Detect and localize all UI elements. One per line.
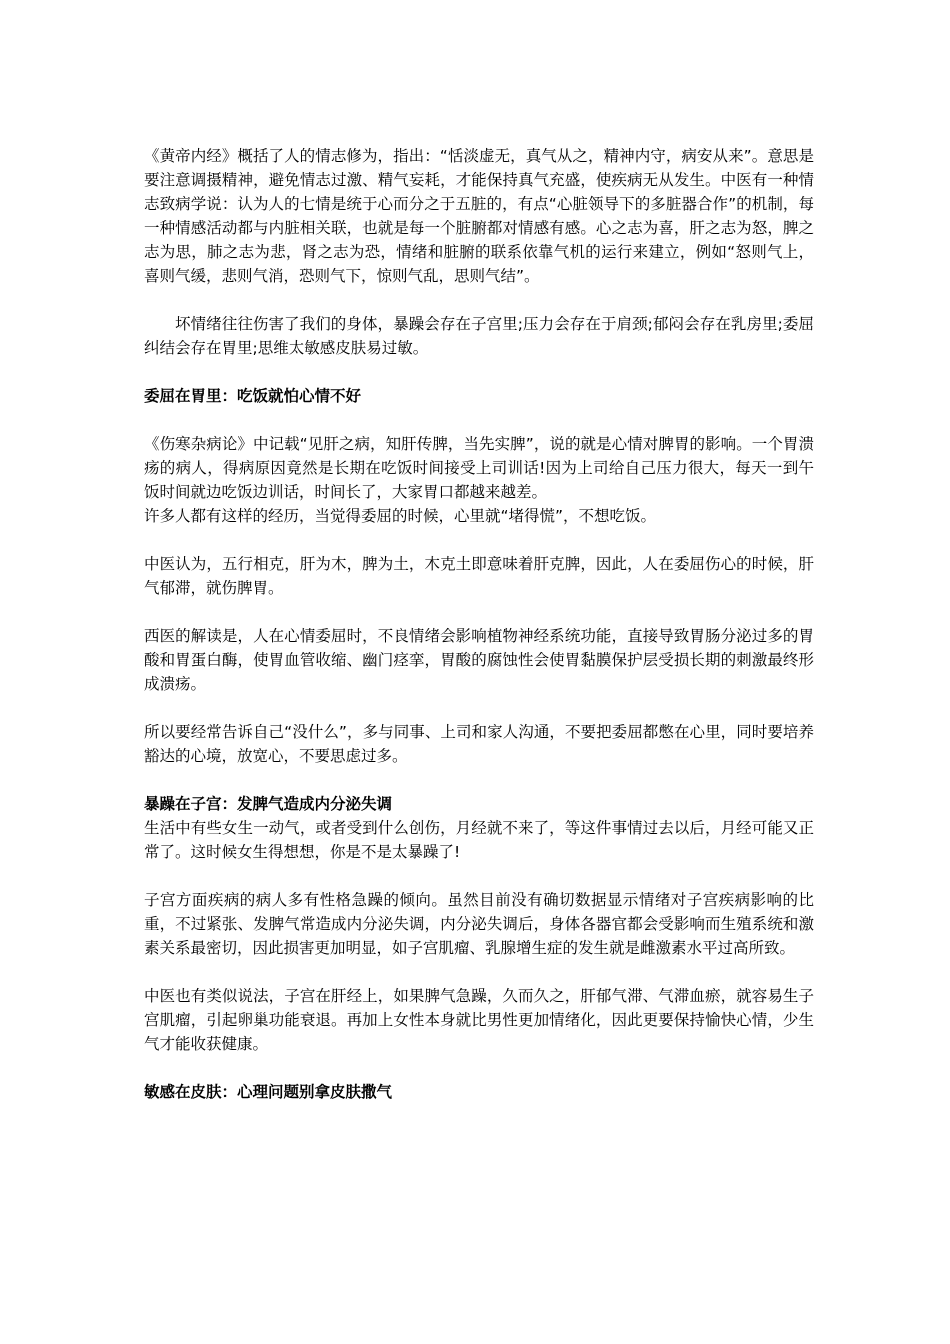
document-page bbox=[144, 144, 814, 1104]
paragraph-tcm-uterus: 中医也有类似说法，子宫在肝经上，如果脾气急躁，久而久之，肝郁气滞、气滞血瘀，就容易生子宫肌瘤，引起卵巢功能衰退。再加上女性本身就比男性更加情绪化，因此更要保持愉快心情，少生气才能收获健康。 bbox=[144, 987, 814, 1053]
paragraph-grievance-appetite: 许多人都有这样的经历，当觉得委屈的时候，心里就“堵得慌”，不想吃饭。 bbox=[144, 507, 657, 525]
section-heading-stomach: 委屈在胃里：吃饭就怕心情不好 bbox=[144, 387, 362, 405]
paragraph-advice: 所以要经常告诉自己“没什么”，多与同事、上司和家人沟通，不要把委屈都憋在心里，同时要培养豁达的心境，放宽心，不要思虑过多。 bbox=[144, 723, 814, 765]
paragraph-gap bbox=[144, 1056, 814, 1080]
paragraph-gap bbox=[144, 600, 814, 624]
paragraph-gap bbox=[144, 288, 814, 312]
section-heading-skin: 敏感在皮肤：心理问题别拿皮肤撒气 bbox=[144, 1083, 393, 1101]
paragraph-gap bbox=[144, 408, 814, 432]
paragraph-shanghan: 《伤寒杂病论》中记载“见肝之病，知肝传脾，当先实脾”，说的就是心情对脾胃的影响。一个胃溃疡的病人，得病原因竟然是长期在吃饭时间接受上司训话!因为上司给自己压力很大，每天一到午饭时间就边吃饭边训话，时间长了，大家胃口都越来越差。 bbox=[144, 435, 814, 501]
paragraph-uterine-disease: 子宫方面疾病的病人多有性格急躁的倾向。虽然目前没有确切数据显示情绪对子宫疾病影响的比重，不过紧张、发脾气常造成内分泌失调，内分泌失调后，身体各器官都会受影响而生殖系统和激素关系最密切，因此损害更加明显，如子宫肌瘤、乳腺增生症的发生就是雌激素水平过高所致。 bbox=[144, 891, 814, 957]
paragraph-gap bbox=[144, 768, 814, 792]
paragraph-gap bbox=[144, 360, 814, 384]
section-heading-uterus: 暴躁在子宫：发脾气造成内分泌失调 bbox=[144, 795, 393, 813]
paragraph-western-view: 西医的解读是，人在心情委屈时，不良情绪会影响植物神经系统功能，直接导致胃肠分泌过多的胃酸和胃蛋白酶，使胃血管收缩、幽门痉挛，胃酸的腐蚀性会使胃黏膜保护层受损长期的刺激最终形成溃疡。 bbox=[144, 627, 814, 693]
paragraph-gap bbox=[144, 528, 814, 552]
paragraph-huangdi-neijing: 《黄帝内经》概括了人的情志修为，指出：“恬淡虚无，真气从之，精神内守，病安从来”。意思是要注意调摄精神，避免情志过激、精气妄耗，才能保持真气充盛，使疾病无从发生。中医有一种情志致病学说：认为人的七情是统于心而分之于五脏的，有点“心脏领导下的多脏器合作”的机制，每一种情感活动都与内脏相关联，也就是每一个脏腑都对情感有感。心之志为喜，肝之志为怒，脾之志为思，肺之志为悲，肾之志为恐，情绪和脏腑的联系依靠气机的运行来建立，例如“怒则气上，喜则气缓，悲则气消，恐则气下，惊则气乱，思则气结”。 bbox=[144, 147, 814, 285]
paragraph-gap bbox=[144, 864, 814, 888]
paragraph-menstruation: 生活中有些女生一动气，或者受到什么创伤，月经就不来了，等这件事情过去以后，月经可能又正常了。这时候女生得想想，你是不是太暴躁了! bbox=[144, 819, 814, 861]
paragraph-gap bbox=[144, 696, 814, 720]
paragraph-five-elements: 中医认为，五行相克，肝为木，脾为土，木克土即意味着肝克脾，因此，人在委屈伤心的时候，肝气郁滞，就伤脾胃。 bbox=[144, 555, 814, 597]
paragraph-gap bbox=[144, 960, 814, 984]
paragraph-bad-emotions: 坏情绪往往伤害了我们的身体，暴躁会存在子宫里;压力会存在于肩颈;郁闷会存在乳房里;委屈纠结会存在胃里;思维太敏感皮肤易过敏。 bbox=[144, 315, 814, 357]
